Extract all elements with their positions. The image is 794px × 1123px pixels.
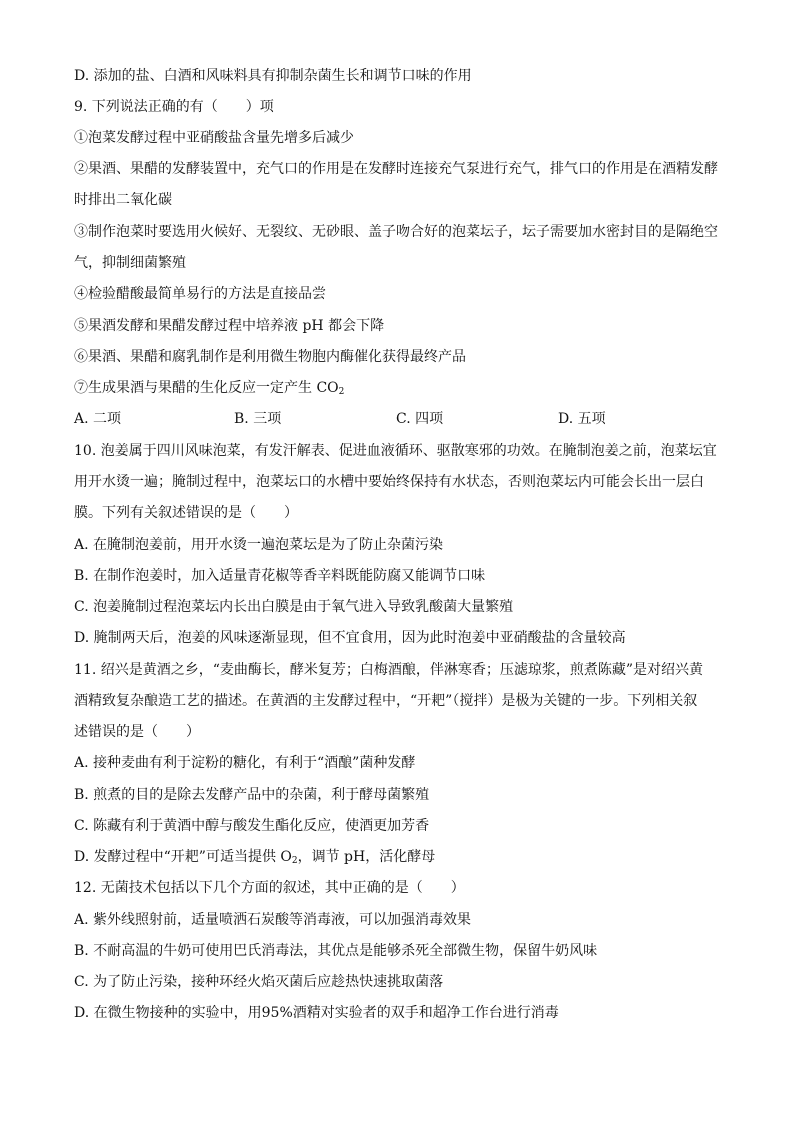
q11-stem-line-3: 述错误的是（ ） (74, 724, 200, 740)
q10-stem-line-2: 用开水烫一遍；腌制过程中，泡菜坛口的水槽中要始终保持有水状态，否则泡菜坛内可能会长出一层白 (74, 474, 704, 490)
q11-option-d-subscript: 2 (291, 856, 298, 866)
q12-option-d: D. 在微生物接种的实验中，用95%酒精对实验者的双手和超净工作台进行消毒 (74, 1005, 559, 1021)
q9-option-a: A. 二项 (74, 411, 122, 427)
q9-statement-7-subscript: 2 (338, 387, 345, 397)
q8-option-d: D. 添加的盐、白酒和风味料具有抑制杂菌生长和调节口味的作用 (74, 68, 472, 84)
q9-statement-3-cont: 气，抑制细菌繁殖 (74, 255, 186, 271)
q9-statement-1: ①泡菜发酵过程中亚硝酸盐含量先增多后减少 (74, 130, 354, 146)
q9-statement-5: ⑤果酒发酵和果醋发酵过程中培养液 pH 都会下降 (74, 318, 385, 334)
q10-option-b: B. 在制作泡姜时，加入适量青花椒等香辛料既能防腐又能调节口味 (74, 568, 486, 584)
q11-stem-line-1: 11. 绍兴是黄酒之乡，“麦曲酶长，酵米复芳；白梅酒酿，伴淋寒香；压滤琼浆，煎煮陈藏”是对绍兴黄 (74, 662, 704, 678)
q11-option-a: A. 接种麦曲有利于淀粉的糖化，有利于“酒酿”菌种发酵 (74, 755, 416, 771)
q9-statement-6: ⑥果酒、果醋和腐乳制作是利用微生物胞内酶催化获得最终产品 (74, 349, 466, 365)
q9-statement-2-cont: 时排出二氧化碳 (74, 192, 172, 208)
q11-option-c: C. 陈藏有利于黄酒中醇与酸发生酯化反应，使酒更加芳香 (74, 818, 430, 834)
q10-stem-line-3: 膜。下列有关叙述错误的是（ ） (74, 505, 298, 521)
q9-statement-3: ③制作泡菜时要选用火候好、无裂纹、无砂眼、盖子吻合好的泡菜坛子，坛子需要加水密封目的是隔绝空 (74, 224, 718, 240)
q10-option-a: A. 在腌制泡姜前，用开水烫一遍泡菜坛是为了防止杂菌污染 (74, 537, 444, 553)
q9-statement-7 (74, 378, 734, 398)
q10-option-d: D. 腌制两天后，泡姜的风味逐渐显现，但不宜食用，因为此时泡姜中亚硝酸盐的含量较高 (74, 630, 626, 646)
q10-stem-line-1: 10. 泡姜属于四川风味泡菜，有发汗解表、促进血液循环、驱散寒邪的功效。在腌制泡姜之前，泡菜坛宜 (74, 443, 717, 459)
q12-title: 12. 无菌技术包括以下几个方面的叙述，其中正确的是（ ） (74, 880, 465, 896)
q9-option-b: B. 三项 (234, 411, 282, 427)
q11-option-d (74, 847, 734, 867)
q9-statement-2: ②果酒、果醋的发酵装置中，充气口的作用是在发酵时连接充气泵进行充气，排气口的作用是在酒精发酵 (74, 161, 718, 177)
q12-option-c: C. 为了防止污染，接种环经火焰灭菌后应趁热快速挑取菌落 (74, 974, 444, 990)
q11-option-d-text: D. 发酵过程中“开耙”可适当提供 O (74, 849, 292, 865)
q10-option-c: C. 泡姜腌制过程泡菜坛内长出白膜是由于氧气进入导致乳酸菌大量繁殖 (74, 599, 514, 615)
q9-statement-4: ④检验醋酸最简单易行的方法是直接品尝 (74, 286, 326, 302)
q9-title: 9. 下列说法正确的有（ ）项 (74, 99, 274, 115)
q9-option-c: C. 四项 (396, 411, 444, 427)
q11-option-d-suffix: ，调节 pH，活化酵母 (297, 849, 436, 865)
q11-option-b: B. 煎煮的目的是除去发酵产品中的杂菌，利于酵母菌繁殖 (74, 787, 430, 803)
q12-option-a: A. 紫外线照射前，适量喷洒石炭酸等消毒液，可以加强消毒效果 (74, 912, 472, 928)
q9-statement-7-text: ⑦生成果酒与果醋的生化反应一定产生 CO (74, 380, 339, 396)
q12-option-b: B. 不耐高温的牛奶可使用巴氏消毒法，其优点是能够杀死全部微生物，保留牛奶风味 (74, 943, 598, 959)
q9-options (74, 409, 734, 429)
q9-option-d: D. 五项 (558, 411, 606, 427)
q11-stem-line-2: 酒精致复杂酿造工艺的描述。在黄酒的主发酵过程中，“开耙”（搅拌）是极为关键的一步。下列相关叙 (74, 693, 698, 709)
